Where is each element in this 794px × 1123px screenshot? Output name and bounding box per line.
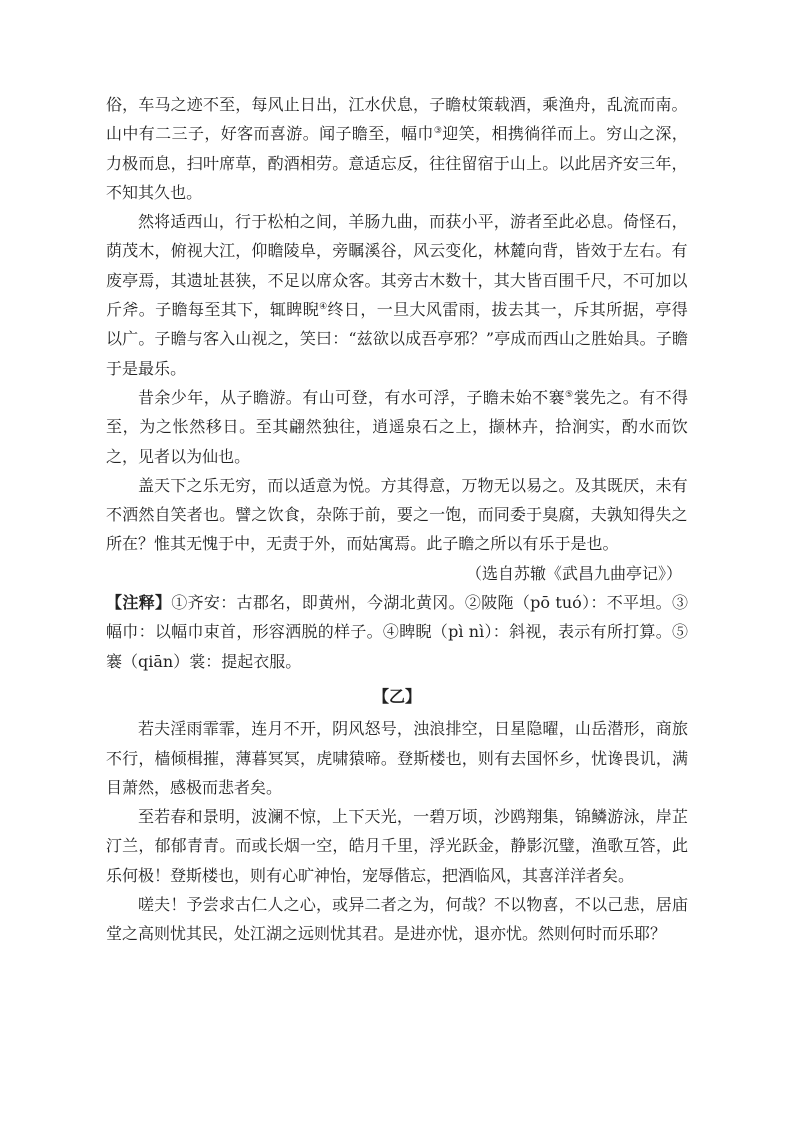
- passage-a-paragraph-1: 俗，车马之迹不至，每风止日出，江水伏息，子瞻杖策载酒，乘渔舟，乱流而南。山中有二三子，好客而喜游。闻子瞻至，幅巾③迎笑，相携徜徉而上。穷山之深，力极而息，扫叶席草，酌酒相劳。意适忘反，往往留宿于山上。以此居齐安三年，不知其久也。: [106, 95, 688, 202]
- footnote-marker: ③: [433, 126, 443, 137]
- passage-a-paragraph-4: 盖天下之乐无穷，而以适意为悦。方其得意，万物无以易之。及其既厌，未有不洒然自笑者也。譬之饮食，杂陈于前，要之一饱，而同委于臭腐，夫孰知得失之所在？惟其无愧于中，无责于外，而姑寓焉。此子瞻之所以有乐于是也。: [106, 475, 688, 554]
- passage-b-paragraph-3: 嗟夫！予尝求古仁人之心，或异二者之为，何哉？不以物喜，不以己悲，居庙堂之高则忧其民，处江湖之远则忧其君。是进亦忧，退亦忧。然则何时而乐耶？: [106, 895, 688, 944]
- passage-a-paragraph-2: 然将适西山，行于松柏之间，羊肠九曲，而获小平，游者至此必息。倚怪石，荫茂木，俯视大江，仰瞻陵阜，旁瞩溪谷，风云变化，林麓向背，皆效于左右。有废亭焉，其遗址甚狭，不足以席众客。其旁古木数十，其大皆百围千尺，不可加以斤斧。子瞻每至其下，辄睥睨④终日，一旦大风雷雨，拔去其一，斥其所据，亭得以广。子瞻与客入山视之，笑曰：“兹欲以成吾亭邪？”亭成而西山之胜始具。子瞻于是最乐。: [106, 212, 688, 378]
- footnote-marker: ④: [319, 302, 328, 313]
- annotation-text: ①齐安：古郡名，即黄州，今湖北黄冈。②陂陁（pō tuó）：不平坦。③幅巾：以幅巾束首，形容洒脱的样子。④睥睨（pì nì）：斜视，表示有所打算。⑤褰（qiān）裳：提起衣服。: [106, 593, 688, 671]
- passage-a-paragraph-3: 昔余少年，从子瞻游。有山可登，有水可浮，子瞻未始不褰⑤裳先之。有不得至，为之怅然移日。至其翩然独往，逍遥泉石之上，撷林卉，拾涧实，酌水而饮之，见者以为仙也。: [106, 387, 688, 466]
- passage-a-source: （选自苏辙《武昌九曲亭记》）: [465, 563, 682, 583]
- annotation-block: [106, 588, 688, 676]
- footnote-marker: ⑤: [564, 389, 574, 400]
- annotation-label: 【注释】: [106, 593, 172, 613]
- passage-b-paragraph-2: 至若春和景明，波澜不惊，上下天光，一碧万顷，沙鸥翔集，锦鳞游泳，岸芷汀兰，郁郁青青。而或长烟一空，皓月千里，浮光跃金，静影沉璧，渔歌互答，此乐何极！登斯楼也，则有心旷神怡，宠辱偕忘，把酒临风，其喜洋洋者矣。: [106, 807, 688, 885]
- passage-b-title: 【乙】: [372, 686, 421, 706]
- passage-b-paragraph-1: 若夫淫雨霏霏，连月不开，阴风怒号，浊浪排空，日星隐曜，山岳潜形，商旅不行，樯倾楫摧，薄暮冥冥，虎啸猿啼。登斯楼也，则有去国怀乡，忧谗畏讥，满目萧然，感极而悲者矣。: [106, 719, 688, 797]
